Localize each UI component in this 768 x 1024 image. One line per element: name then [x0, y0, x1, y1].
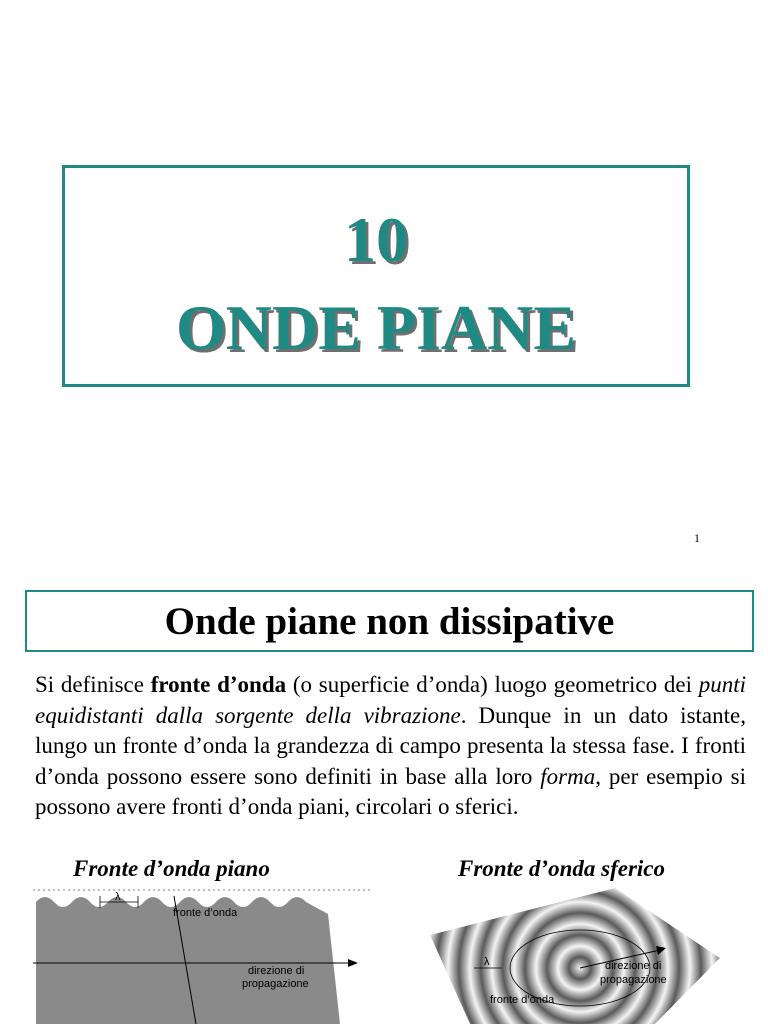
term-forma: forma: [540, 763, 596, 789]
para-text-4: , per esempio si possono avere fronti d’onda piani, circolari o sferici.: [35, 763, 747, 819]
section-title: Onde piane non dissipative: [164, 600, 615, 643]
spherical-wave-surface: [430, 888, 720, 1024]
plane-wave-figure: [28, 884, 378, 1024]
chapter-number: 10: [344, 204, 408, 275]
page-number: 1: [694, 531, 700, 545]
direction-label-2: propagazione: [600, 974, 667, 986]
direction-label-1: direzione di: [605, 960, 662, 972]
propagation-arrowhead: [348, 959, 358, 967]
figure-caption-spherical: Fronte d’onda sferico: [458, 856, 665, 881]
lambda-label: λ: [484, 956, 490, 968]
para-text-1: Si definisce: [35, 672, 151, 697]
spherical-wave-figure: [430, 880, 720, 1024]
direction-label-1: direzione di: [248, 965, 305, 977]
lambda-label: λ: [115, 891, 121, 903]
para-text-3: . Dunque in un dato istante, lungo un fronte d’onda la grandezza di campo presenta la stessa fase. I fronti d’onda possono essere sono definiti in base alla loro: [35, 702, 746, 789]
figure-caption-plane: Fronte d’onda piano: [73, 856, 270, 881]
chapter-title: ONDE PIANE: [175, 292, 577, 363]
section-title-box: [25, 590, 754, 652]
body-paragraph: [35, 670, 746, 823]
direction-label-2: propagazione: [242, 978, 309, 990]
para-text-2: (o superficie d’onda) luogo geometrico dei: [286, 672, 699, 697]
term-fronte-donda: fronte d’onda: [150, 672, 287, 697]
wavefront-label: fronte d’onda: [490, 994, 555, 1006]
wavefront-label: fronte d’onda: [173, 907, 238, 919]
definition-italic: punti equidistanti dalla sorgente della vibrazione: [35, 672, 746, 728]
title-box: [62, 165, 690, 387]
